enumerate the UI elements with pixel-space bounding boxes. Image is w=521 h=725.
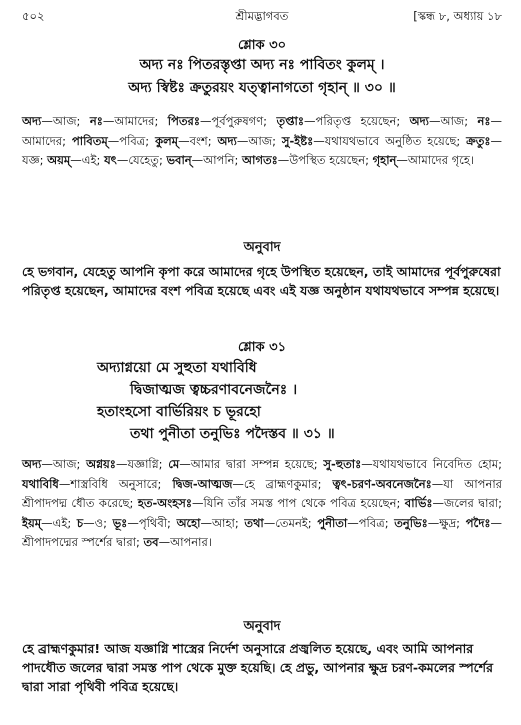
synonym-meaning: আজ [248,133,273,148]
synonym-term: মে [168,457,180,471]
synonym-term: অদ্য [217,133,237,148]
synonym-term: তনুভিঃ [394,515,428,530]
synonym-term: অয়ম্ [47,153,71,167]
translation-text: হে ব্রাহ্মণকুমার! আজ যজ্ঞাগ্নি শাস্ত্রের নির্দেশ অনুসারে প্রজ্বলিত হয়েছে, এবং আমি আপনার পাদধৌত জলের দ্বারা সমস্ত পাপ থেকে মুক্ত হয়েছি। হে প্রভু, আপনার ক্ষুদ্র চরণ-কমলের স্পর্শের দ্বারা সারা পৃথিবী পবিত্র হয়েছে। [22,641,493,694]
synonym-term: গৃহান্ [372,153,397,167]
synonym-meaning: আপনার [170,535,208,549]
synonym-meaning: শ্রীপাদপদ্মের স্পর্শের দ্বারা [22,535,136,549]
translation-heading: অনুবাদ [243,240,281,255]
synonyms-paragraph: অদ্য—আজ; অগ্নয়ঃ—যজ্ঞাগ্নি; মে—আমার দ্বারা সম্পন্ন হয়েছে; সু-হুতাঃ—যথাযথভাবে নিবেদিত হোম; যথাবিধি—শাস্ত্রবিধি অনুসারে; দ্বিজ-আত্মজ—হে ব্রাহ্মণকুমার; ত্বৎ-চরণ-অবনেজনৈঃ—যা আপনার শ্রীপাদপদ্ম ধৌত করেছে; হত-অংহসঃ—যিনি তাঁর সমস্ত পাপ থেকে পবিত্র হয়েছেন; বার্ভিঃ—জলের দ্বারা; ইয়ম্—এই; চ—ও; ভূঃ—পৃথিবী; অহো—আহা; তথা—তেমনই; পুনীতা—পবিত্র; তনুভিঃ—ক্ষুদ্র; পদৈঃ—শ্রীপাদপদ্মের স্পর্শের দ্বারা; তব—আপনার। [22,457,503,549]
synonym-term: দ্বিজ-আত্মজ [172,476,233,491]
synonym-meaning: আজ [52,457,77,471]
synonym-meaning: ও [94,515,104,530]
synonym-meaning: আমাদের [114,114,155,128]
verse-31-synonyms [22,455,502,553]
synonym-term: অদ্য [22,114,42,128]
synonym-meaning: যজ্ঞাগ্নি [127,457,159,471]
synonym-meaning: পরিতৃপ্ত হয়েছেন [315,114,397,128]
synonym-term: বার্ভিঃ [404,496,433,510]
synonym-term: সু-ইষ্টঃ [281,133,314,148]
verse-heading: শ্লোক ৩০ [237,38,287,53]
verse-31-translation [22,639,502,696]
synonym-term: পিতরঃ [167,114,200,128]
page-number: ৫০২ [22,9,45,23]
synonym-term: তথা [244,515,264,530]
translation-text: হে ভগবান, যেহেতু আপনি কৃপা করে আমাদের গৃহে উপস্থিত হয়েছেন, তাই আমাদের পূর্বপুরুষেরা পরিতৃপ্ত হয়েছেন, আমাদের বংশ পবিত্র হয়েছে এবং এই যজ্ঞ অনুষ্ঠান যথাযথভাবে সম্পন্ন হয়েছে। [22,264,501,298]
synonym-meaning: যথাযথভাবে নিবেদিত হোম [372,457,499,471]
verse-31-translation-heading [22,617,502,638]
synonym-term: নঃ [477,114,491,128]
verse-30-text [22,56,502,98]
synonym-meaning: আমার দ্বারা সম্পন্ন হয়েছে [190,457,314,471]
synonym-term: চ [76,515,84,530]
synonym-term: ত্বৎ-চরণ-অবনেজনৈঃ [332,476,432,491]
synonym-meaning: পবিত্র [358,515,385,530]
verse-31-heading-block [22,338,502,359]
synonym-meaning: যিনি তাঁর সমস্ত পাপ থেকে পবিত্র হয়েছেন [203,496,397,510]
synonym-term: ভবান্ [166,153,192,167]
verse-line: অদ্যাগ্নয়ো মে সুহুতা যথাবিধি [97,360,257,376]
synonym-meaning: বংশ [189,133,208,148]
verse-line: অদ্য নঃ পিতরস্তৃপ্তা অদ্য নঃ পাবিতং কুলম্ । [139,57,385,73]
synonym-term: অদ্য [22,457,42,471]
verse-heading: শ্লোক ৩১ [237,340,287,355]
synonym-term: পুনীতা [317,515,348,530]
verse-line: দ্বিজাত্মজ ত্বচ্চরণাবনেজনৈঃ । [130,382,298,398]
synonym-meaning: আমাদের [22,133,63,148]
synonym-meaning: শাস্ত্রবিধি অনুসারে [70,476,158,491]
synonym-term: অহো [176,515,201,530]
verse-30-synonyms [22,112,502,171]
synonym-meaning: আজ [52,114,77,128]
synonym-meaning: আহা [212,515,235,530]
synonym-meaning: আজ [440,114,465,128]
synonym-term: যথাবিধি [22,476,59,491]
synonym-term: ভূঃ [112,515,128,530]
synonym-term: ক্রতুঃ [466,133,491,148]
verse-30-heading-block [22,36,502,57]
synonym-meaning: তেমনই [275,515,308,530]
synonym-term: তব [143,535,159,549]
synonym-meaning: আমাদের গৃহে [407,153,470,167]
verse-line: অদ্য স্বিষ্টঃ ক্রতুরয়ং যত্ত্বানাগতো গৃহান্ ॥ ৩০ ॥ [128,80,396,96]
synonym-meaning: যেহেতু [128,153,159,167]
verse-line: তথা পুনীতা তনুভিঃ পদৈস্তব ॥ ৩১ ॥ [130,426,335,442]
synonym-term: নঃ [89,114,103,128]
synonym-meaning: আপনি [203,153,235,167]
synonym-term: অগ্নয়ঃ [86,457,116,471]
synonym-meaning: যা আপনার শ্রীপাদপদ্ম ধৌত করেছে [22,476,502,510]
verse-31-text [22,359,502,444]
synonym-meaning: উপস্থিত হয়েছেন [289,153,366,167]
verse-30-translation-heading [22,238,502,259]
book-title: শ্রীমদ্ভাগবত [235,9,289,23]
synonym-meaning: যথাযথভাবে অনুষ্ঠিত হয়েছে [324,133,457,148]
verse-line: হতাংহসো বার্ভিরিয়ং চ ভূরহো [97,404,261,420]
synonym-term: তৃপ্তাঃ [276,114,305,128]
synonym-term: আগতঃ [242,153,278,167]
synonym-meaning: পবিত্র [119,133,146,148]
synonym-term: কুলম্ [155,133,179,148]
synonym-meaning: যজ্ঞ [22,153,40,167]
synonym-term: পদৈঃ [465,515,491,530]
synonyms-paragraph: অদ্য—আজ; নঃ—আমাদের; পিতরঃ—পূর্বপুরুষগণ; তৃপ্তাঃ—পরিতৃপ্ত হয়েছেন; অদ্য—আজ; নঃ—আমাদের; পাবিতম্—পবিত্র; কুলম্—বংশ; অদ্য—আজ; সু-ইষ্টঃ—যথাযথভাবে অনুষ্ঠিত হয়েছে; ক্রতুঃ—যজ্ঞ; অয়ম্—এই; যৎ—যেহেতু; ভবান্—আপনি; আগতঃ—উপস্থিত হয়েছেন; গৃহান্—আমাদের গৃহে। [22,114,503,167]
synonym-meaning: ক্ষুদ্র [439,515,457,530]
page-header [22,8,502,26]
synonym-term: অদ্য [409,114,429,128]
chapter-location: [স্কন্ধ ৮, অধ্যায় ১৮ [413,9,502,23]
synonym-meaning: পৃথিবী [138,515,168,530]
translation-heading: অনুবাদ [243,619,281,634]
synonym-meaning: এই [52,515,68,530]
synonym-term: হত-অংহসঃ [137,496,192,510]
synonym-term: ইয়ম্ [22,515,42,530]
synonym-meaning: হে ব্রাহ্মণকুমার [243,476,318,491]
synonym-meaning: এই [81,153,97,167]
synonym-term: যৎ [104,153,117,167]
synonym-meaning: পূর্বপুরুষগণ [211,114,264,128]
synonym-meaning: জলের দ্বারা [444,496,499,510]
synonym-term: পাবিতম্ [71,133,108,148]
verse-30-translation [22,262,502,300]
synonym-term: সু-হুতাঃ [323,457,362,471]
